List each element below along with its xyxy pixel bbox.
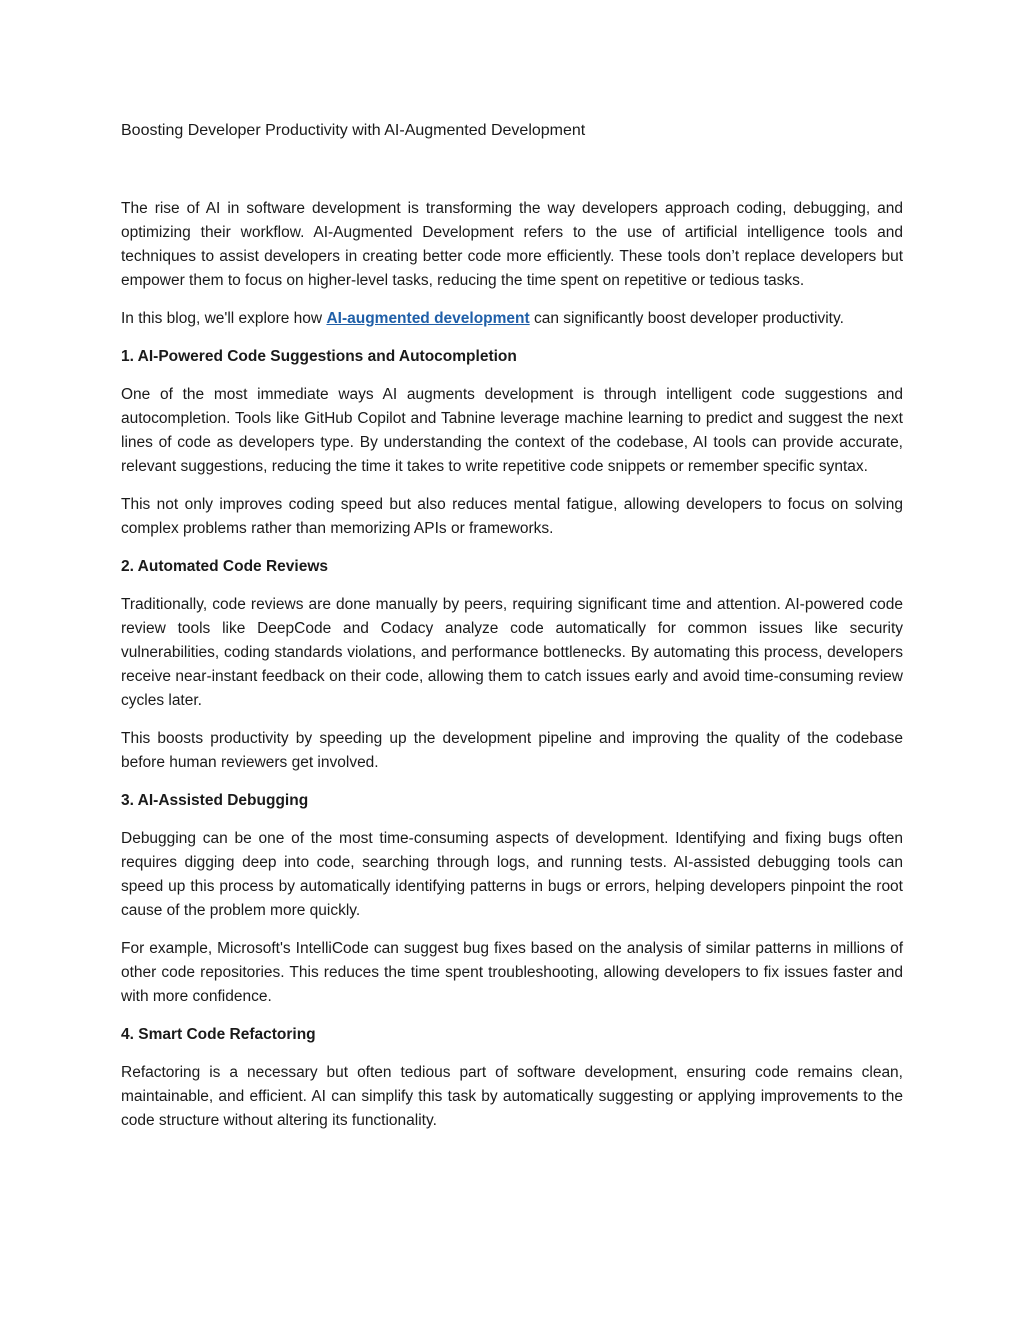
document-title: Boosting Developer Productivity with AI-Augmented Development bbox=[121, 122, 586, 139]
section-4-heading: 4. Smart Code Refactoring bbox=[121, 1026, 316, 1043]
section-2-heading: 2. Automated Code Reviews bbox=[121, 558, 329, 575]
section-1-paragraph-1: One of the most immediate ways AI augments development is through intelligent code suggestions and autocompletion. Tools like GitHub Copilot and Tabnine leverage machine learning to predict and suggest the next lines of code as developers type. By understanding the context of the codebase, AI tools can provide accurate, relevant suggestions, reducing the time it takes to write repetitive code snippets or remember specific syntax. bbox=[121, 386, 903, 475]
section-4-paragraph-1: Refactoring is a necessary but often tedious part of software development, ensuring code remains clean, maintainable, and efficient. AI can simplify this task by automatically suggesting or applying improvements to the code structure without altering its functionality. bbox=[121, 1064, 903, 1129]
blog-intro-paragraph bbox=[121, 307, 903, 331]
section-2-paragraph-1: Traditionally, code reviews are done manually by peers, requiring significant time and attention. AI-powered code review tools like DeepCode and Codacy analyze code automatically for common issues like security vulnerabilities, coding standards violations, and performance bottlenecks. By automating this process, developers receive near-instant feedback on their code, allowing them to catch issues early and avoid time-consuming review cycles later. bbox=[121, 596, 903, 709]
section-3-paragraph-2: For example, Microsoft's IntelliCode can suggest bug fixes based on the analysis of similar patterns in millions of other code repositories. This reduces the time spent troubleshooting, allowing developers to fix issues faster and with more confidence. bbox=[121, 940, 903, 1005]
section-1-heading: 1. AI-Powered Code Suggestions and Autocompletion bbox=[121, 348, 517, 365]
document-page bbox=[121, 117, 903, 1147]
section-3-heading: 3. AI-Assisted Debugging bbox=[121, 792, 309, 809]
intro-section bbox=[121, 197, 903, 331]
section-1-paragraph-2: This not only improves coding speed but also reduces mental fatigue, allowing developers to focus on solving complex problems rather than memorizing APIs or frameworks. bbox=[121, 496, 903, 537]
blog-intro-suffix: can significantly boost developer productivity. bbox=[529, 310, 844, 327]
section-2-paragraph-2: This boosts productivity by speeding up the development pipeline and improving the quality of the codebase before human reviewers get involved. bbox=[121, 730, 903, 771]
section-3-paragraph-1: Debugging can be one of the most time-consuming aspects of development. Identifying and fixing bugs often requires digging deep into code, searching through logs, and running tests. AI-assisted debugging tools can speed up this process by automatically identifying patterns in bugs or errors, helping developers pinpoint the root cause of the problem more quickly. bbox=[121, 830, 903, 919]
intro-paragraph: The rise of AI in software development is transforming the way developers approach coding, debugging, and optimizing their workflow. AI-Augmented Development refers to the use of artificial intelligence tools and techniques to assist developers in creating better code more efficiently. These tools don’t replace developers but empower them to focus on higher-level tasks, reducing the time spent on repetitive or tedious tasks. bbox=[121, 200, 903, 289]
ai-augmented-development-link[interactable]: AI-augmented development bbox=[326, 310, 530, 327]
blog-intro-prefix: In this blog, we'll explore how bbox=[121, 310, 327, 327]
